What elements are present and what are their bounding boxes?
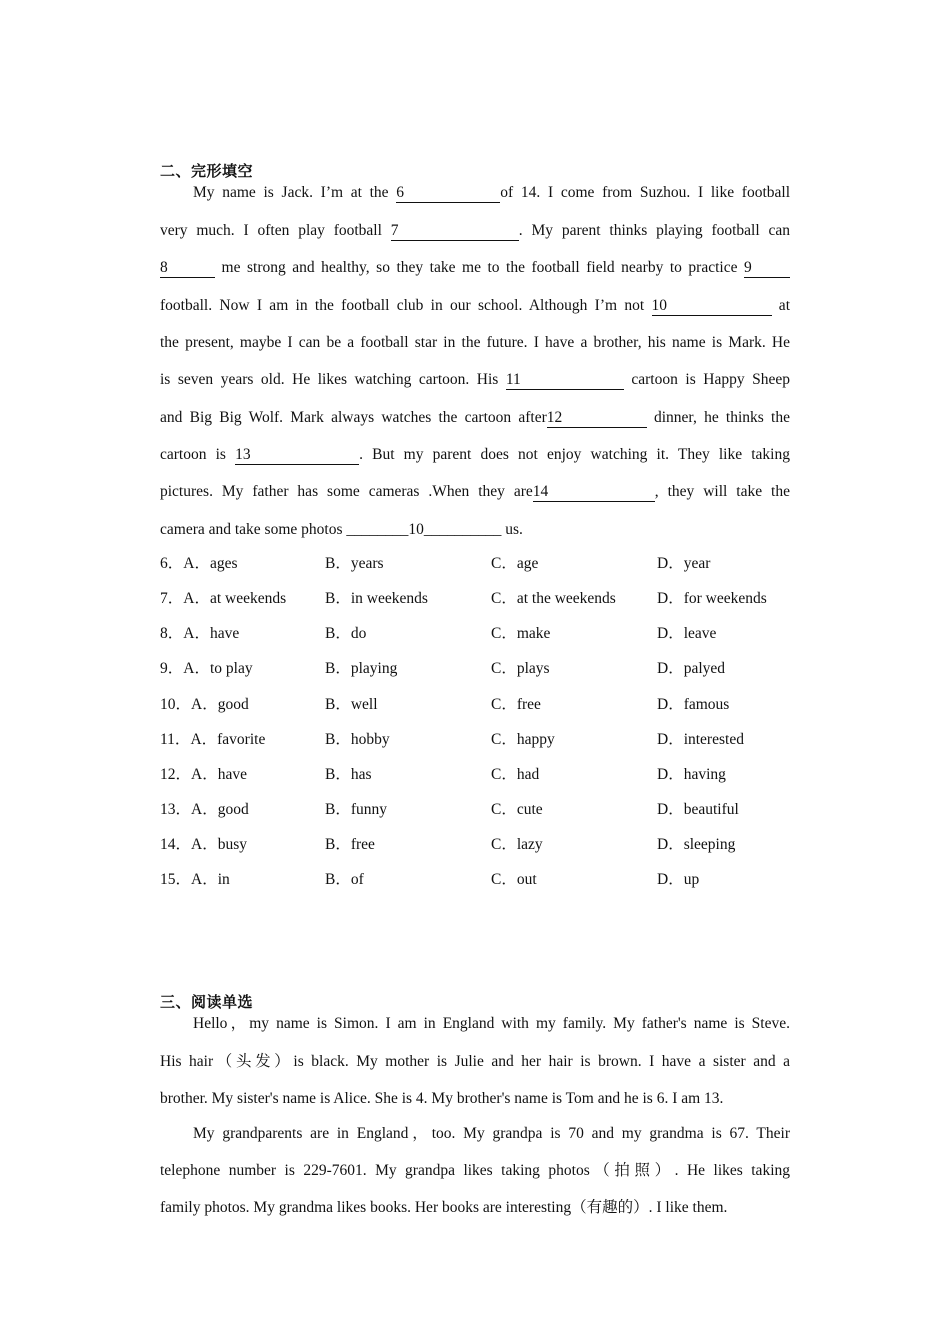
question-option-c[interactable]: C．at the weekends	[491, 590, 616, 607]
reading-line-5: telephone number is 229-7601. My grandpa likes taking photos（拍照）. He likes taking	[160, 1162, 790, 1179]
question-option-d[interactable]: D．palyed	[657, 660, 726, 677]
question-option-b[interactable]: B．in weekends	[325, 590, 428, 607]
question-13	[160, 799, 800, 821]
passage-text: of 14. I come from Suzhou. I like football	[500, 184, 790, 201]
passage-line-7	[160, 407, 790, 429]
passage-text: . My parent thinks playing football can	[518, 222, 790, 239]
question-10	[160, 694, 800, 716]
passage-line-5	[160, 332, 790, 354]
question-number: 11．	[160, 731, 191, 748]
question-option-b[interactable]: B．well	[325, 696, 378, 713]
question-option-a[interactable]	[160, 834, 247, 856]
question-15	[160, 869, 800, 891]
option-text: A．in	[191, 871, 230, 888]
option-text: A．favorite	[190, 731, 266, 748]
passage-text: pictures. My father has some cameras .When they are	[160, 483, 533, 500]
passage-line-8	[160, 444, 790, 466]
question-number: 6．	[160, 555, 184, 572]
question-9	[160, 658, 800, 680]
option-text: A．have	[183, 625, 240, 642]
passage-text: is seven years old. He likes watching cartoon. His	[160, 371, 506, 388]
section-heading-reading: 三、阅读单选	[160, 993, 254, 1011]
question-option-a[interactable]	[160, 588, 286, 610]
question-option-b[interactable]: B．of	[325, 871, 364, 888]
question-option-a[interactable]	[160, 764, 247, 786]
passage-text: cartoon is Happy Sheep	[623, 371, 790, 388]
question-8	[160, 623, 800, 645]
option-text: A．to play	[183, 660, 253, 677]
section-heading-cloze: 二、完形填空	[160, 162, 254, 180]
option-text: A．ages	[183, 555, 238, 572]
question-option-d[interactable]: D．having	[657, 766, 726, 783]
question-option-c[interactable]: C．lazy	[491, 836, 543, 853]
option-text: A．have	[191, 766, 247, 783]
question-option-b[interactable]: B．has	[325, 766, 372, 783]
question-option-d[interactable]: D．famous	[657, 696, 730, 713]
blank-6[interactable]: 6	[396, 184, 500, 203]
question-option-c[interactable]: C．had	[491, 766, 540, 783]
option-text: A．good	[191, 696, 249, 713]
passage-text: cartoon is	[160, 446, 236, 463]
question-option-c[interactable]: C．plays	[491, 660, 550, 677]
blank-7[interactable]: 7	[391, 222, 519, 241]
question-option-b[interactable]: B．do	[325, 625, 367, 642]
option-text: A．good	[191, 801, 249, 818]
passage-text: football. Now I am in the football club in our school. Although I’m not	[160, 297, 652, 314]
question-option-b[interactable]: B．years	[325, 555, 384, 572]
question-12	[160, 764, 800, 786]
question-option-a[interactable]	[160, 658, 253, 680]
passage-text: and Big Big Wolf. Mark always watches the cartoon after	[160, 409, 547, 426]
question-option-d[interactable]: D．up	[657, 871, 700, 888]
question-option-a[interactable]	[160, 799, 249, 821]
passage-line-6	[160, 369, 790, 391]
question-option-b[interactable]: B．hobby	[325, 731, 390, 748]
passage-line-4	[160, 295, 790, 317]
question-option-d[interactable]: D．sleeping	[657, 836, 736, 853]
question-option-b[interactable]: B．funny	[325, 801, 388, 818]
question-option-a[interactable]	[160, 729, 265, 751]
blank-12[interactable]: 12	[547, 409, 647, 428]
question-7	[160, 588, 800, 610]
question-option-c[interactable]: C．out	[491, 871, 537, 888]
passage-text: the present, maybe I can be a football star in the future. I have a brother, his name is Mark. He	[160, 334, 790, 351]
question-option-a[interactable]	[160, 869, 230, 891]
question-number: 9．	[160, 660, 184, 677]
reading-line-2: His hair（头发）is black. My mother is Julie and her hair is brown. I have a sister and a	[160, 1053, 790, 1070]
passage-line-1	[160, 182, 790, 204]
question-option-c[interactable]: C．happy	[491, 731, 555, 748]
passage-line-3	[160, 257, 790, 279]
question-number: 14．	[160, 836, 192, 853]
reading-line-1: Hello，my name is Simon. I am in England with my family. My father's name is Steve.	[193, 1015, 790, 1032]
passage-text: camera and take some photos ________10__________ us.	[160, 521, 523, 538]
option-text: A．busy	[191, 836, 247, 853]
reading-line-4: My grandparents are in England，too. My grandpa is 70 and my grandma is 67. Their	[193, 1125, 790, 1142]
question-option-a[interactable]	[160, 553, 238, 575]
question-option-a[interactable]	[160, 623, 239, 645]
question-option-c[interactable]: C．free	[491, 696, 541, 713]
question-option-d[interactable]: D．leave	[657, 625, 717, 642]
question-number: 10．	[160, 696, 192, 713]
passage-text: My name is Jack. I’m at the	[193, 184, 397, 201]
blank-10[interactable]: 10	[652, 297, 772, 316]
question-number: 12．	[160, 766, 192, 783]
question-number: 13．	[160, 801, 192, 818]
reading-line-3: brother. My sister's name is Alice. She is 4. My brother's name is Tom and he is 6. I am 13.	[160, 1090, 724, 1107]
passage-text: at	[771, 297, 790, 314]
question-option-d[interactable]: D．for weekends	[657, 590, 767, 607]
passage-text: me strong and healthy, so they take me to the football field nearby to practice	[215, 259, 744, 276]
question-option-c[interactable]: C．age	[491, 555, 539, 572]
question-number: 15．	[160, 871, 192, 888]
option-text: A．at weekends	[183, 590, 287, 607]
question-6	[160, 553, 800, 575]
question-option-c[interactable]: C．cute	[491, 801, 543, 818]
passage-text: , they will take the	[654, 483, 790, 500]
question-14	[160, 834, 800, 856]
question-option-d[interactable]: D．year	[657, 555, 711, 572]
question-11	[160, 729, 800, 751]
passage-text: . But my parent does not enjoy watching it. They like taking	[359, 446, 790, 463]
question-option-d[interactable]: D．beautiful	[657, 801, 739, 818]
question-option-d[interactable]: D．interested	[657, 731, 744, 748]
blank-14[interactable]: 14	[533, 483, 655, 502]
passage-line-9	[160, 481, 790, 503]
passage-line-2	[160, 220, 790, 242]
passage-text: very much. I often play football	[160, 222, 391, 239]
question-option-a[interactable]	[160, 694, 249, 716]
question-number: 7．	[160, 590, 184, 607]
passage-text: dinner, he thinks the	[646, 409, 790, 426]
question-option-b[interactable]: B．free	[325, 836, 375, 853]
blank-8[interactable]: 8	[160, 259, 215, 278]
reading-line-6: family photos. My grandma likes books. Her books are interesting（有趣的）. I like them.	[160, 1199, 728, 1216]
question-number: 8．	[160, 625, 184, 642]
blank-11[interactable]: 11	[506, 371, 624, 390]
question-option-c[interactable]: C．make	[491, 625, 551, 642]
blank-13[interactable]: 13	[235, 446, 359, 465]
passage-line-10	[160, 519, 790, 541]
question-option-b[interactable]: B．playing	[325, 660, 398, 677]
blank-9[interactable]: 9	[744, 259, 790, 278]
